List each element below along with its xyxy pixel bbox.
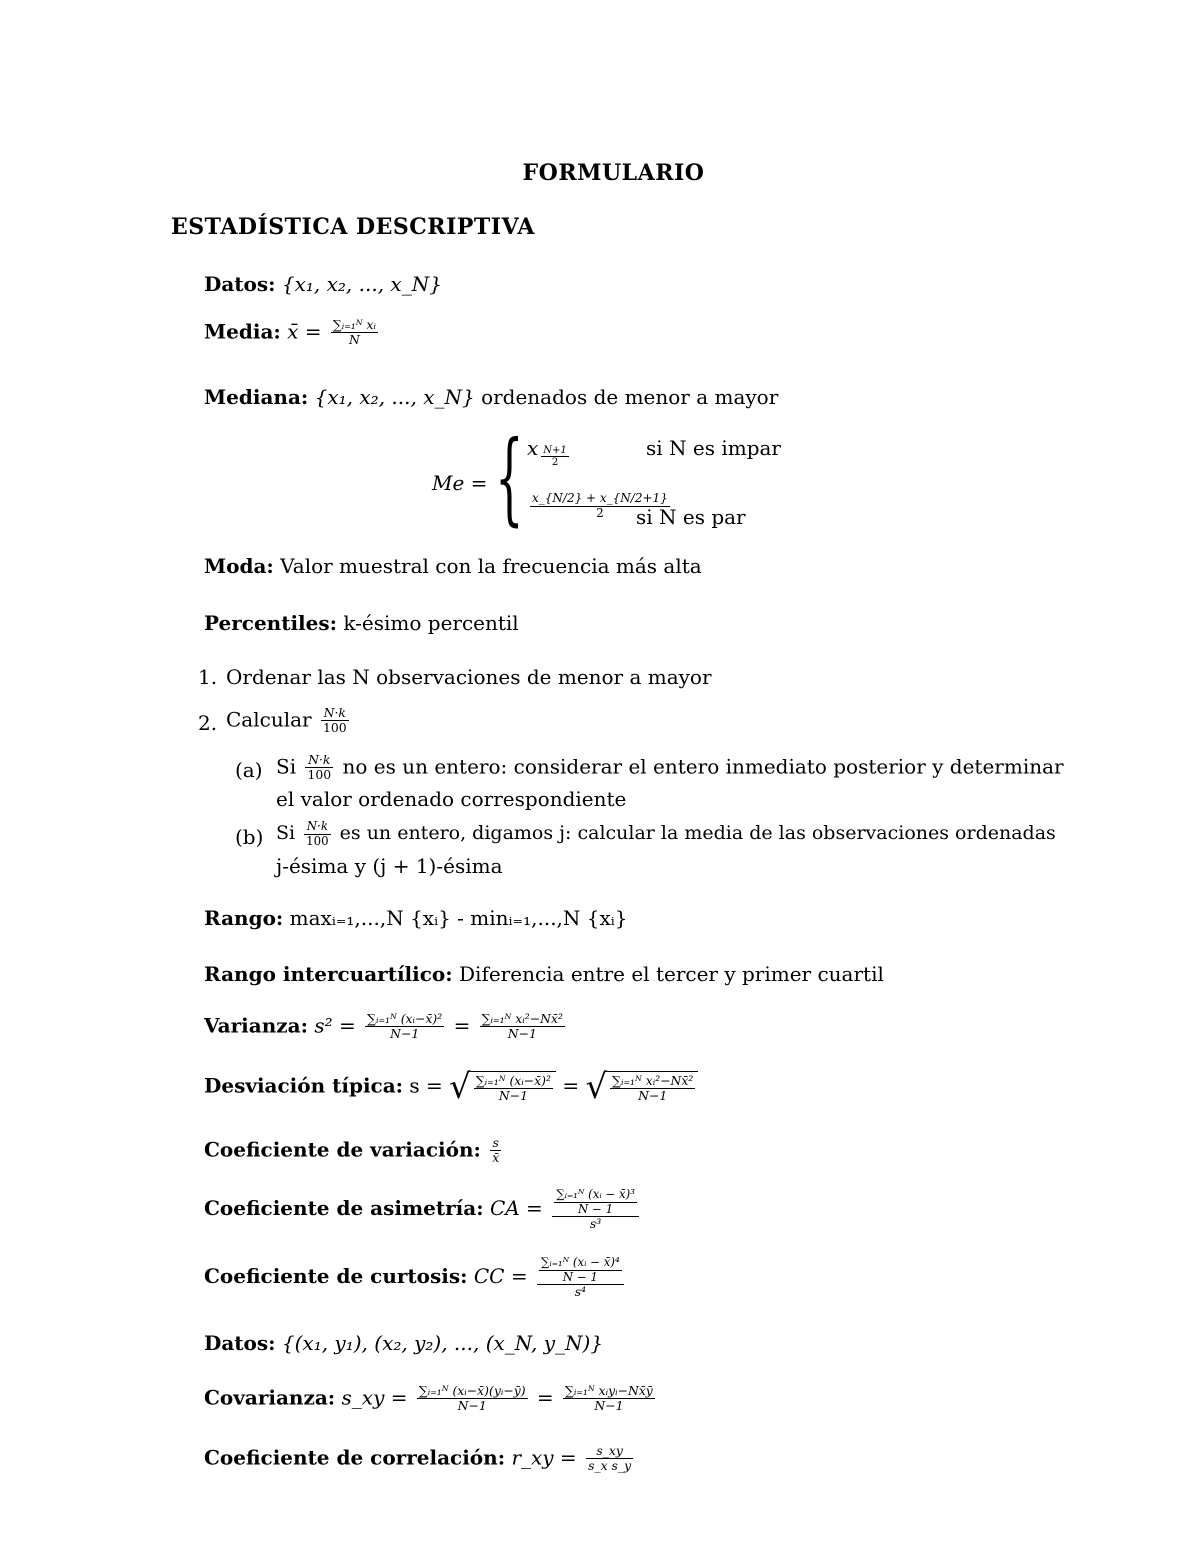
- document-title: FORMULARIO: [522, 160, 705, 186]
- step-b-frac-den: 100: [306, 833, 329, 848]
- datos-pares-set: {(x₁, y₁), (x₂, y₂), ..., (x_N, y_N)}: [281, 1331, 604, 1355]
- iqr-line: [204, 962, 884, 986]
- datos-pares-label: Datos:: [204, 1331, 276, 1355]
- varianza-label: Varianza:: [204, 1013, 308, 1038]
- me-case-odd-index-num: N+1: [543, 444, 567, 456]
- ca-fraction: [552, 1188, 639, 1231]
- media-line: [204, 318, 381, 348]
- step-b-text-2: j-ésima y (j + 1)-ésima: [276, 854, 503, 878]
- correlacion-line: [204, 1444, 636, 1474]
- covarianza-fraction-2: [563, 1384, 655, 1414]
- step-1-text: Ordenar las N observaciones de menor a mayor: [226, 665, 712, 689]
- varianza-line: [204, 1012, 568, 1042]
- desviacion-eq: =: [562, 1073, 580, 1098]
- step-a-prefix: Si: [276, 754, 297, 779]
- varianza-den-1: N−1: [390, 1026, 420, 1042]
- covarianza-eq: =: [536, 1385, 554, 1410]
- cv-line: [204, 1136, 504, 1166]
- sqrt-icon: √: [449, 1067, 471, 1107]
- me-lhs: Me =: [432, 471, 488, 495]
- me-case-even-num: x_{N/2} + x_{N/2+1}: [532, 491, 668, 505]
- desviacion-lhs: s =: [409, 1073, 443, 1098]
- percentiles-line: [204, 611, 519, 635]
- step-a-frac-den: 100: [307, 767, 332, 783]
- rango-formula: maxᵢ₌₁,...,N {xᵢ} - minᵢ₌₁,...,N {xᵢ}: [289, 906, 628, 930]
- rango-label: Rango:: [204, 906, 284, 930]
- varianza-lhs: s² =: [314, 1013, 356, 1038]
- desviacion-num-2: ∑ᵢ₌₁ᴺ xᵢ²−Nx̄²: [612, 1072, 694, 1088]
- varianza-num-1: ∑ᵢ₌₁ᴺ (xᵢ−x̄)²: [367, 1011, 443, 1026]
- correlacion-den: s_x s_y: [588, 1458, 632, 1474]
- cv-label: Coeficiente de variación:: [204, 1137, 481, 1162]
- cc-line: [204, 1256, 627, 1299]
- cc-denominator: s⁴: [574, 1284, 587, 1300]
- cc-numerator: [537, 1256, 624, 1285]
- step-b-line: [276, 820, 1056, 848]
- mediana-set: {x₁, x₂, ..., x_N}: [314, 385, 475, 409]
- covarianza-fraction-1: [417, 1384, 528, 1414]
- media-denominator: N: [349, 332, 360, 348]
- step-2-frac-den: 100: [322, 720, 347, 736]
- correlacion-fraction: [586, 1444, 633, 1474]
- varianza-fraction-2: [480, 1012, 565, 1042]
- media-fraction: [331, 318, 378, 348]
- cc-inner-num: ∑ᵢ₌₁ᴺ (xᵢ − x̄)⁴: [540, 1255, 620, 1269]
- ca-numerator: [552, 1188, 639, 1217]
- cv-num: s: [490, 1136, 501, 1151]
- step-2-text: Calcular: [226, 707, 312, 732]
- covarianza-den-1: N−1: [457, 1398, 487, 1414]
- datos-label: Datos:: [204, 272, 276, 296]
- mediana-label: Mediana:: [204, 385, 309, 409]
- step-a-frac-num: N·k: [305, 753, 333, 768]
- percentiles-text: k-ésimo percentil: [343, 611, 519, 635]
- correlacion-lhs: r_xy =: [511, 1445, 577, 1470]
- me-case-odd-expr: x: [527, 436, 539, 460]
- covarianza-den-2: N−1: [594, 1398, 624, 1414]
- sqrt-icon: √: [585, 1067, 608, 1107]
- desviacion-fraction-1: [474, 1074, 553, 1104]
- moda-line: [204, 554, 702, 578]
- step-a-number: (a): [235, 758, 263, 782]
- desviacion-num-1: ∑ᵢ₌₁ᴺ (xᵢ−x̄)²: [475, 1072, 551, 1088]
- covarianza-line: [204, 1384, 658, 1414]
- step-2-number: 2.: [198, 711, 218, 735]
- ca-denominator: s³: [589, 1216, 602, 1232]
- ca-lhs: CA =: [489, 1196, 543, 1221]
- percentiles-label: Percentiles:: [204, 611, 338, 635]
- desviacion-fraction-2: [610, 1074, 695, 1104]
- ca-inner-num: ∑ᵢ₌₁ᴺ (xᵢ − x̄)³: [556, 1187, 635, 1201]
- mediana-text: ordenados de menor a mayor: [481, 385, 779, 409]
- section-heading: ESTADÍSTICA DESCRIPTIVA: [171, 214, 536, 240]
- datos-set: {x₁, x₂, ..., x_N}: [281, 272, 442, 296]
- step-a-text: no es un entero: considerar el entero inmediato posterior y determinar: [342, 754, 1064, 779]
- cc-inner-den: N − 1: [562, 1269, 598, 1284]
- media-numerator: ∑ᵢ₌₁ᴺ xᵢ: [332, 317, 377, 332]
- ca-label: Coeficiente de asimetría:: [204, 1196, 484, 1221]
- cc-fraction: [537, 1256, 624, 1299]
- me-case-odd-condition: si N es impar: [646, 436, 781, 460]
- desviacion-den-1: N−1: [498, 1088, 528, 1103]
- media-label: Media:: [204, 319, 281, 344]
- me-case-odd-index-den: 2: [551, 457, 559, 468]
- step-2-line: [226, 706, 352, 736]
- ca-inner-fraction: [554, 1188, 637, 1216]
- step-b-text: es un entero, digamos j: calcular la media de las observaciones ordenadas: [339, 822, 1056, 845]
- step-b-number: (b): [235, 825, 264, 849]
- me-case-even-den: 2: [596, 505, 604, 520]
- step-a-fraction: [305, 753, 333, 783]
- correlacion-label: Coeficiente de correlación:: [204, 1445, 506, 1470]
- step-b-fraction: [304, 820, 330, 848]
- rango-line: [204, 906, 628, 930]
- varianza-eq: =: [453, 1013, 471, 1038]
- desviacion-den-2: N−1: [638, 1088, 668, 1103]
- me-case-even-condition: si N es par: [636, 505, 746, 529]
- moda-text: Valor muestral con la frecuencia más alta: [280, 554, 702, 578]
- cc-label: Coeficiente de curtosis:: [204, 1264, 468, 1289]
- step-a-text-2: el valor ordenado correspondiente: [276, 787, 627, 811]
- cv-fraction: [490, 1136, 501, 1166]
- desviacion-line: [204, 1067, 698, 1107]
- step-2-frac-num: N·k: [321, 706, 349, 721]
- covarianza-num-1: ∑ᵢ₌₁ᴺ (xᵢ−x̄)(yᵢ−ȳ): [418, 1383, 526, 1398]
- covarianza-lhs: s_xy =: [341, 1385, 408, 1410]
- left-brace-icon: {: [495, 419, 524, 536]
- mediana-line: [204, 385, 778, 409]
- me-case-odd-index: [541, 445, 569, 469]
- varianza-num-2: ∑ᵢ₌₁ᴺ xᵢ²−Nx̄²: [481, 1011, 563, 1026]
- ca-inner-den: N − 1: [578, 1201, 614, 1216]
- varianza-den-2: N−1: [507, 1026, 537, 1042]
- cv-den: x̄: [492, 1150, 500, 1166]
- correlacion-num: s_xy: [586, 1444, 633, 1459]
- step-b-frac-num: N·k: [304, 820, 330, 835]
- moda-label: Moda:: [204, 554, 274, 578]
- cc-inner-fraction: [539, 1256, 622, 1284]
- covarianza-label: Covarianza:: [204, 1385, 336, 1410]
- step-b-prefix: Si: [276, 822, 296, 845]
- step-2-fraction: [321, 706, 349, 736]
- iqr-text: Diferencia entre el tercer y primer cuartil: [459, 962, 884, 986]
- step-1-number: 1.: [198, 665, 218, 689]
- step-a-line: [276, 753, 1064, 783]
- desviacion-sqrt-2: [585, 1067, 698, 1107]
- cc-lhs: CC =: [473, 1264, 528, 1289]
- desviacion-sqrt-1: [449, 1067, 556, 1107]
- varianza-fraction-1: [365, 1012, 444, 1042]
- datos-pares-line: [204, 1331, 603, 1355]
- desviacion-label: Desviación típica:: [204, 1073, 404, 1098]
- covarianza-num-2: ∑ᵢ₌₁ᴺ xᵢyᵢ−Nx̄ȳ: [565, 1383, 653, 1398]
- datos-line: [204, 272, 442, 296]
- ca-line: [204, 1188, 642, 1231]
- media-lhs: x̄ =: [287, 319, 322, 344]
- iqr-label: Rango intercuartílico:: [204, 962, 453, 986]
- me-case-odd: [527, 436, 572, 469]
